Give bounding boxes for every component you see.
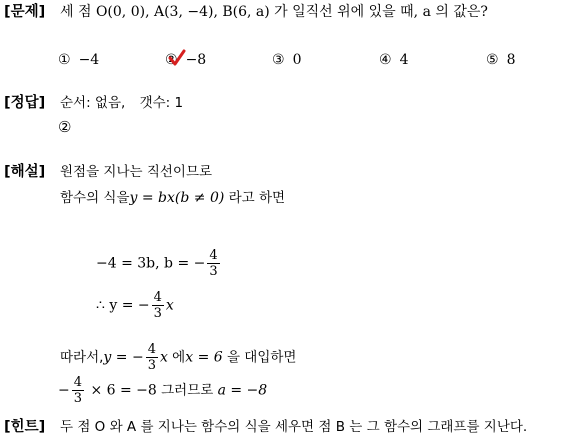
hint-text: 두 점 O 와 A 를 지나는 함수의 식을 세우면 점 B 는 그 함수의 그래프를 지난다.	[60, 419, 528, 435]
solution-label: [해설]	[4, 164, 46, 180]
answer-value: ②	[58, 118, 72, 136]
choice-1-value: −4	[78, 52, 100, 68]
solution-line-4-left: −	[58, 382, 70, 399]
equation-2-numerator: 4	[153, 290, 162, 305]
hint-label: [힌트]	[4, 419, 46, 435]
solution-line-3-numerator: 4	[147, 342, 156, 357]
answer-meta	[60, 94, 183, 112]
solution-line-2	[60, 189, 285, 207]
problem-label: [문제]	[4, 4, 46, 20]
equation-2-right: x	[165, 297, 174, 314]
choice-4[interactable]	[379, 51, 408, 69]
answer-label: [정답]	[4, 95, 46, 111]
solution-line-3-denominator: 3	[147, 358, 156, 373]
equation-2	[96, 290, 174, 321]
solution-line-4	[58, 375, 267, 406]
solution-line-3-mid: 에	[167, 349, 186, 366]
choice-4-value: 4	[399, 52, 409, 68]
solution-line-3-math-2: x = 6	[185, 349, 223, 366]
equation-1-numerator: 4	[209, 248, 218, 263]
equation-1-denominator: 3	[209, 264, 218, 279]
solution-line-3	[60, 342, 296, 373]
solution-line-3-math-right: x	[159, 349, 168, 366]
equation-2-fraction	[152, 290, 164, 321]
solution-line-3-fraction	[146, 342, 158, 373]
answer-count: 갯수: 1	[139, 95, 184, 111]
choice-3-num: ③	[272, 52, 285, 68]
choice-4-num: ④	[379, 52, 392, 68]
equation-1	[96, 248, 222, 279]
choice-3[interactable]	[272, 51, 301, 69]
choice-5-value: 8	[506, 52, 516, 68]
question-body: 세 점 O(0, 0), A(3, −4), B(6, a) 가 일직선 위에 있을 때, a 의 값은?	[60, 4, 488, 20]
solution-line-4-mid: 그러므로	[156, 382, 218, 399]
choice-2-num: ②	[165, 52, 178, 68]
solution-line-4-math-2: a = −8	[217, 382, 268, 399]
equation-1-left: −4 = 3b, b = −	[96, 255, 206, 272]
solution-line-2-math: y = bx(b ≠ 0)	[129, 190, 225, 206]
choice-5-num: ⑤	[486, 52, 499, 68]
choice-1-num: ①	[58, 52, 71, 68]
choice-2-value: −8	[185, 52, 207, 68]
solution-line-4-fraction	[72, 375, 84, 406]
equation-1-fraction	[207, 248, 219, 279]
equation-2-denominator: 3	[153, 306, 162, 321]
solution-line-4-numerator: 4	[73, 375, 83, 390]
choice-3-value: 0	[292, 52, 302, 68]
solution-line-3-math-left: y = −	[103, 349, 144, 366]
choice-1[interactable]	[58, 51, 99, 69]
solution-line-1: 원점을 지나는 직선이므로	[60, 164, 213, 180]
solution-line-3-pre: 따라서,	[60, 349, 104, 366]
check-mark-icon	[168, 49, 186, 67]
equation-2-left: ∴ y = −	[96, 297, 150, 314]
solution-line-4-math: × 6 = −8	[86, 382, 157, 399]
solution-line-4-denominator: 3	[73, 391, 83, 406]
choice-5[interactable]	[486, 51, 515, 69]
solution-line-2-post: 라고 하면	[224, 190, 286, 206]
question-text	[60, 3, 488, 21]
answer-order: 순서: 없음,	[60, 95, 126, 111]
solution-line-3-post: 을 대입하면	[222, 349, 297, 366]
solution-line-2-pre: 함수의 식을	[60, 190, 130, 206]
